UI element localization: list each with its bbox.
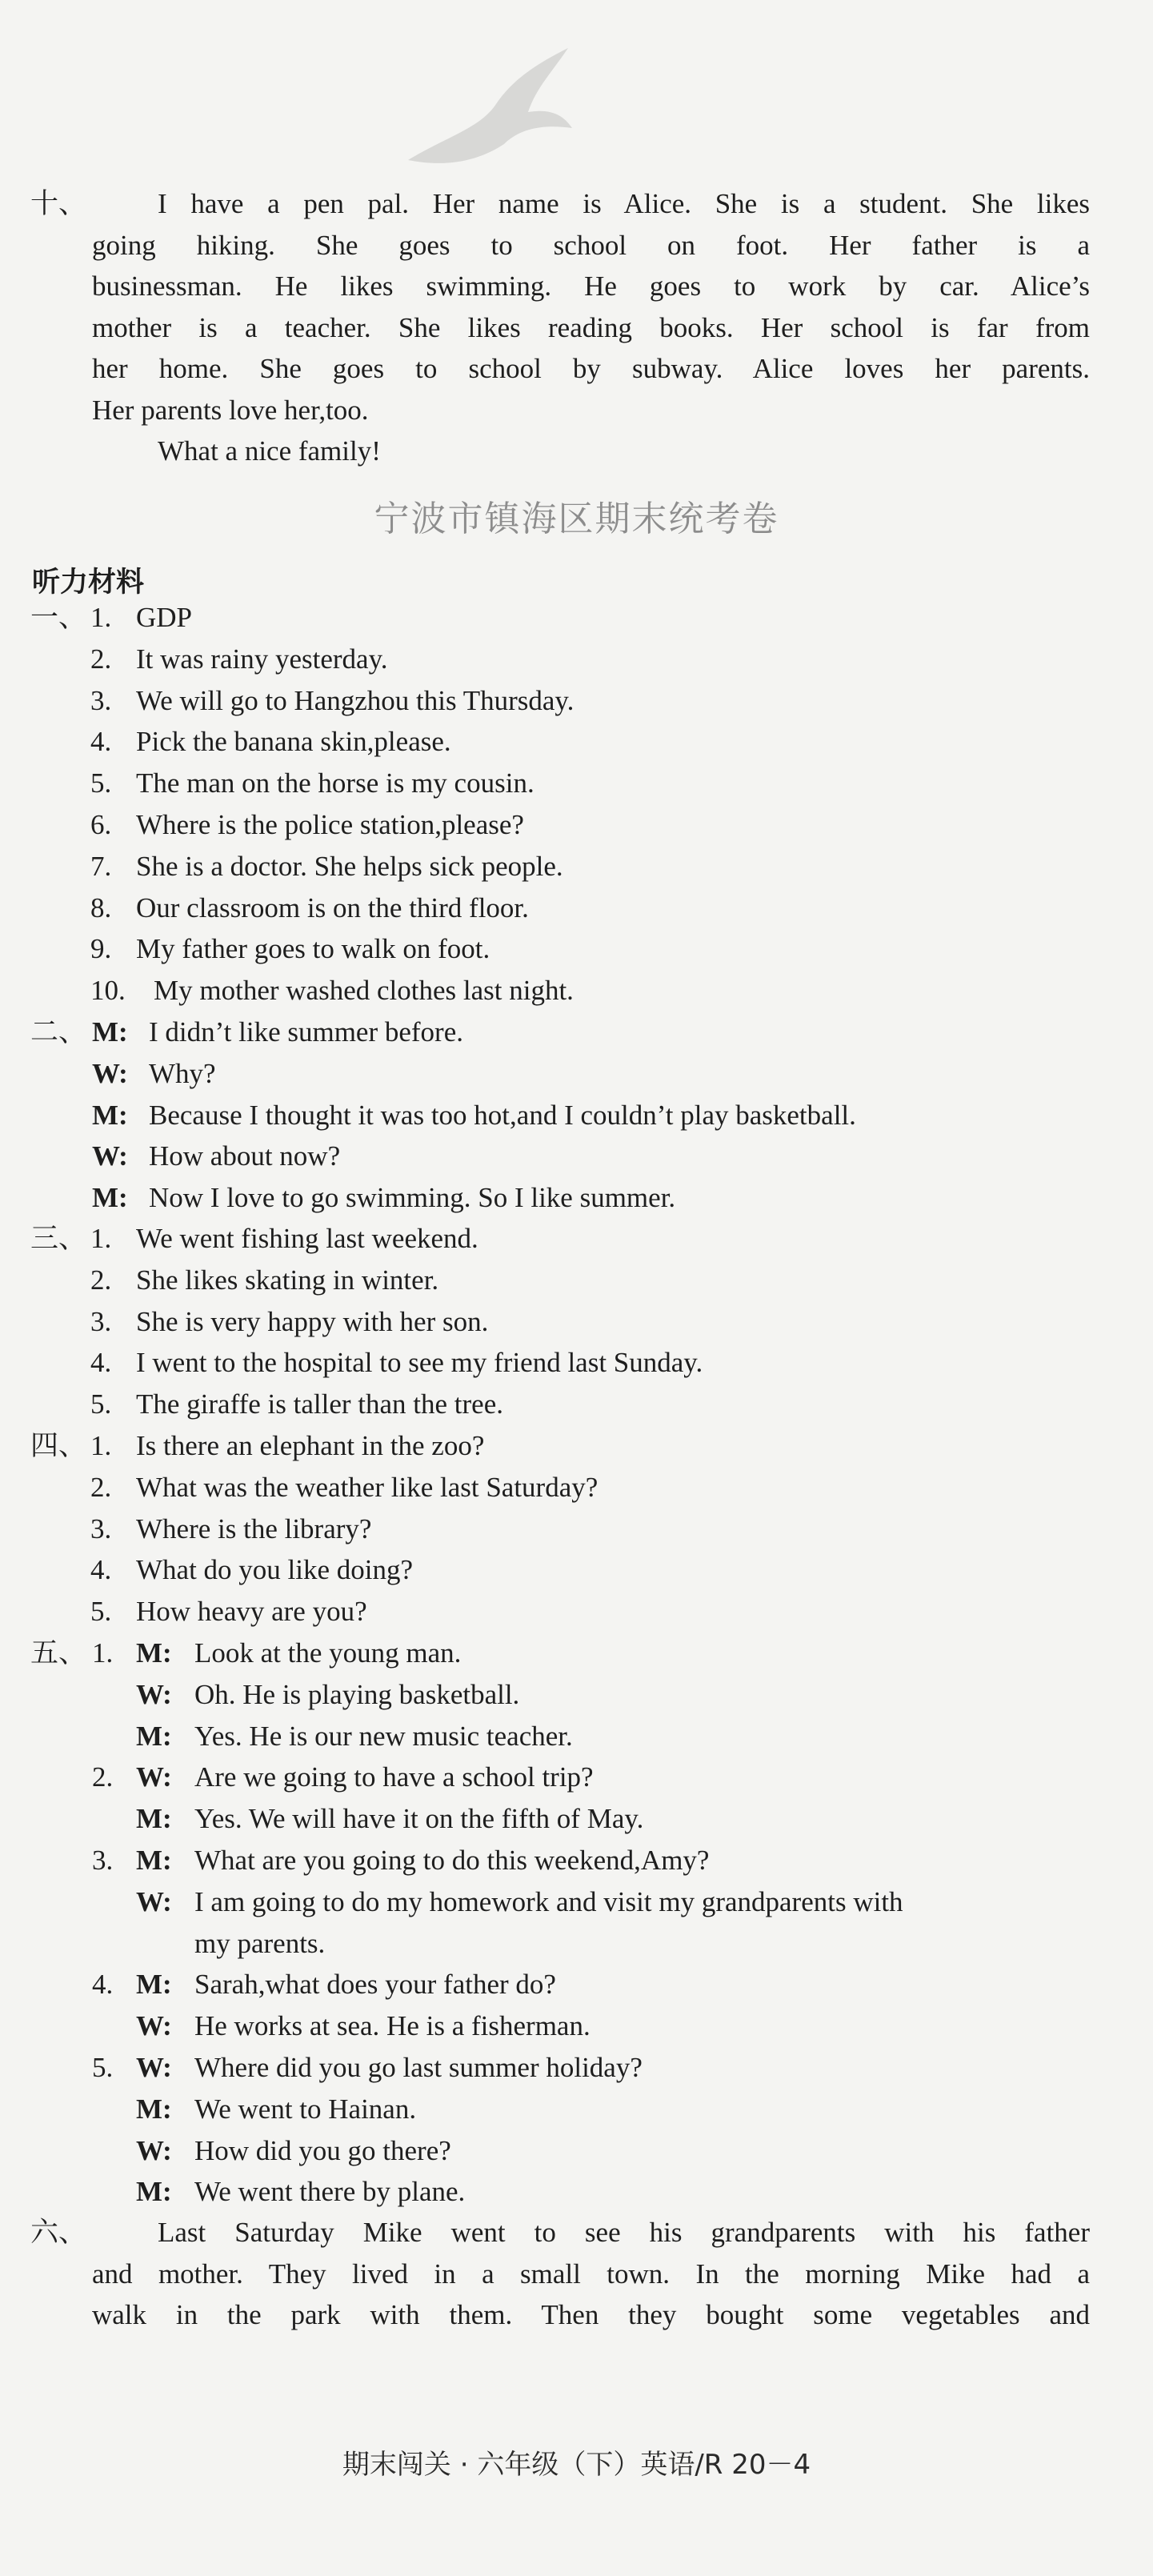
item-text: We will go to Hangzhou this Thursday. — [136, 684, 574, 716]
item-number: 2. — [92, 1761, 114, 1793]
dialogue-text: Why? — [149, 1057, 216, 1089]
item-number: 2. — [90, 643, 112, 675]
section-number: 十、 — [30, 188, 87, 219]
item-text: We went fishing last weekend. — [136, 1223, 478, 1254]
item-number: 4. — [92, 1969, 114, 2001]
section-number: 五、 — [30, 1637, 87, 1669]
speaker-label: M: — [136, 1637, 172, 1669]
paragraph-line: Her parents love her,too. — [92, 395, 369, 426]
item-text: Where is the library? — [136, 1512, 372, 1544]
section-number: 三、 — [30, 1223, 87, 1254]
section-number: 六、 — [30, 2217, 87, 2248]
paragraph-line: Last Saturday Mike went to see his grandparents with his father — [158, 2217, 1090, 2248]
item-number: 7. — [90, 850, 112, 882]
speaker-label: M: — [136, 1845, 172, 1876]
section-number: 二、 — [30, 1016, 87, 1048]
item-number: 5. — [92, 2052, 114, 2083]
speaker-label: W: — [92, 1140, 128, 1172]
item-text: She is very happy with her son. — [136, 1305, 489, 1337]
item-number: 4. — [90, 1347, 112, 1379]
item-text: She is a doctor. She helps sick people. — [136, 850, 563, 882]
item-number: 3. — [90, 684, 112, 716]
item-number: 1. — [90, 1430, 112, 1461]
page-footer: 期末闯关 · 六年级（下）英语/R 20－4 — [342, 2449, 811, 2481]
dialogue-text: Now I love to go swimming. So I like summer. — [149, 1182, 676, 1214]
item-number: 3. — [90, 1512, 112, 1544]
dialogue-text: Where did you go last summer holiday? — [194, 2052, 643, 2083]
paragraph-line: and mother. They lived in a small town. In the morning Mike had a — [92, 2258, 1090, 2290]
paragraph-line: going hiking. She goes to school on foot. Her father is a — [92, 230, 1090, 261]
item-number: 9. — [90, 933, 112, 965]
paragraph-line: mother is a teacher. She likes reading books. Her school is far from — [92, 312, 1090, 343]
dialogue-text: Yes. We will have it on the fifth of May. — [194, 1803, 644, 1835]
paragraph-line: businessman. He likes swimming. He goes to work by car. Alice’s — [92, 270, 1090, 302]
section-number: 四、 — [30, 1430, 87, 1461]
speaker-label: M: — [92, 1099, 128, 1131]
dialogue-text: Yes. He is our new music teacher. — [194, 1720, 573, 1752]
speaker-label: W: — [136, 1678, 172, 1710]
dialogue-text: Because I thought it was too hot,and I couldn’t play basketball. — [149, 1099, 856, 1131]
item-text: Where is the police station,please? — [136, 809, 524, 840]
listening-heading: 听力材料 — [32, 567, 145, 599]
section-number: 一、 — [30, 602, 87, 633]
item-text: What was the weather like last Saturday? — [136, 1471, 599, 1503]
item-text: What do you like doing? — [136, 1554, 414, 1586]
speaker-label: M: — [136, 1969, 172, 2001]
dialogue-text: How did you go there? — [194, 2134, 451, 2166]
item-number: 4. — [90, 726, 112, 758]
dialogue-text: Sarah,what does your father do? — [194, 1969, 556, 2001]
dialogue-text: How about now? — [149, 1140, 341, 1172]
item-number: 1. — [90, 1223, 112, 1254]
speaker-label: W: — [92, 1057, 128, 1089]
item-number: 5. — [90, 1388, 112, 1420]
paragraph-line: walk in the park with them. Then they bought some vegetables and — [92, 2299, 1090, 2330]
item-text: She likes skating in winter. — [136, 1264, 439, 1296]
paragraph-line: What a nice family! — [158, 435, 381, 467]
item-number: 10. — [90, 975, 126, 1007]
speaker-label: W: — [136, 2052, 172, 2083]
item-number: 5. — [90, 767, 112, 799]
speaker-label: M: — [136, 1803, 172, 1835]
item-number: 1. — [92, 1637, 114, 1669]
speaker-label: M: — [136, 2176, 172, 2208]
item-number: 5. — [90, 1596, 112, 1628]
dialogue-text: We went there by plane. — [194, 2176, 466, 2208]
item-text: GDP — [136, 602, 193, 633]
paragraph-line: I have a pen pal. Her name is Alice. She is a student. She likes — [158, 188, 1090, 219]
exam-title: 宁波市镇海区期末统考卷 — [374, 499, 779, 539]
item-text: How heavy are you? — [136, 1596, 367, 1628]
dialogue-text: I am going to do my homework and visit my grandparents with — [194, 1885, 903, 1917]
speaker-label: W: — [136, 1761, 172, 1793]
item-number: 6. — [90, 809, 112, 840]
speaker-label: W: — [136, 2010, 172, 2042]
item-number: 8. — [90, 891, 112, 923]
item-number: 4. — [90, 1554, 112, 1586]
dialogue-text: We went to Hainan. — [194, 2093, 417, 2125]
dialogue-text: What are you going to do this weekend,Amy? — [194, 1845, 710, 1876]
speaker-label: W: — [136, 2134, 172, 2166]
item-number: 2. — [90, 1471, 112, 1503]
item-text: The man on the horse is my cousin. — [136, 767, 534, 799]
speaker-label: M: — [92, 1182, 128, 1214]
eagle-watermark-icon — [400, 40, 576, 184]
dialogue-text: Are we going to have a school trip? — [194, 1761, 594, 1793]
dialogue-text: Look at the young man. — [194, 1637, 462, 1669]
item-text: My mother washed clothes last night. — [154, 975, 574, 1007]
dialogue-text: my parents. — [194, 1927, 326, 1959]
speaker-label: M: — [92, 1016, 128, 1048]
item-text: Is there an elephant in the zoo? — [136, 1430, 485, 1461]
item-number: 3. — [90, 1305, 112, 1337]
item-number: 3. — [92, 1845, 114, 1876]
item-text: I went to the hospital to see my friend last Sunday. — [136, 1347, 703, 1379]
item-text: Our classroom is on the third floor. — [136, 891, 529, 923]
item-number: 1. — [90, 602, 112, 633]
item-text: The giraffe is taller than the tree. — [136, 1388, 503, 1420]
item-text: It was rainy yesterday. — [136, 643, 388, 675]
item-text: My father goes to walk on foot. — [136, 933, 490, 965]
speaker-label: M: — [136, 2093, 172, 2125]
dialogue-text: I didn’t like summer before. — [149, 1016, 463, 1048]
item-number: 2. — [90, 1264, 112, 1296]
speaker-label: M: — [136, 1720, 172, 1752]
paragraph-line: her home. She goes to school by subway. Alice loves her parents. — [92, 353, 1090, 384]
speaker-label: W: — [136, 1885, 172, 1917]
item-text: Pick the banana skin,please. — [136, 726, 451, 758]
dialogue-text: Oh. He is playing basketball. — [194, 1678, 520, 1710]
dialogue-text: He works at sea. He is a fisherman. — [194, 2010, 591, 2042]
